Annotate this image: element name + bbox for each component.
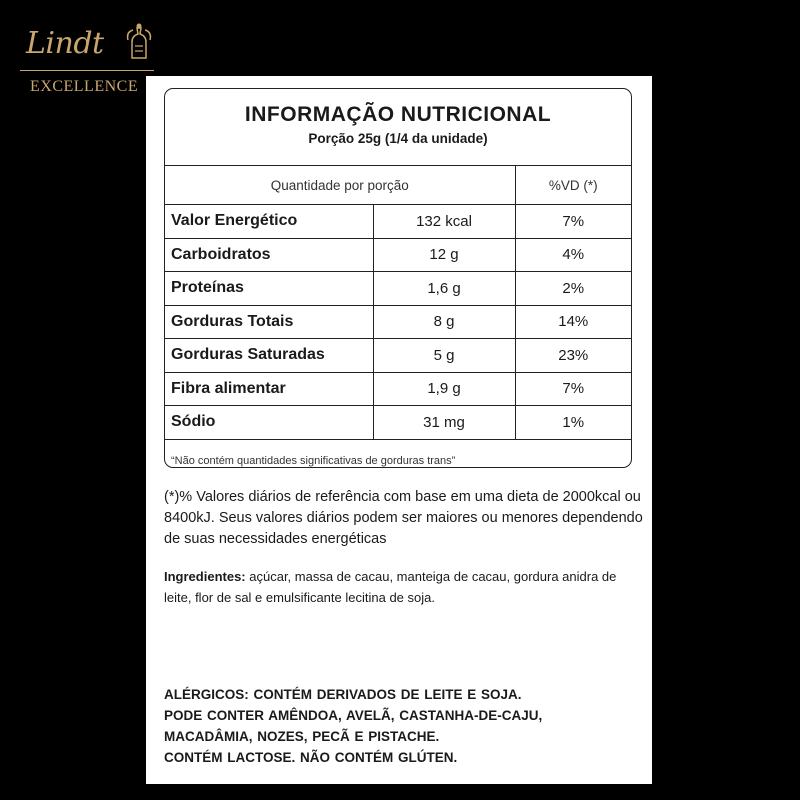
quantity-header: Quantidade por porção bbox=[165, 166, 515, 205]
nutrient-label: Gorduras Totais bbox=[165, 305, 373, 339]
ingredients-label: Ingredientes: bbox=[164, 569, 246, 584]
nutrient-quantity: 8 g bbox=[373, 305, 515, 339]
nutrition-row bbox=[165, 372, 631, 406]
nutrient-label: Carboidratos bbox=[165, 238, 373, 272]
nutrient-label: Fibra alimentar bbox=[165, 372, 373, 406]
ingredients-text: açúcar, massa de cacau, manteiga de cacau, gordura anidra de leite, flor de sal e emulsificante lecitina de soja. bbox=[164, 569, 617, 605]
nutrition-row bbox=[165, 339, 631, 373]
portion-size: Porção 25g (1/4 da unidade) bbox=[308, 131, 488, 146]
brand-divider bbox=[20, 70, 154, 71]
nutrient-label: Proteínas bbox=[165, 272, 373, 306]
nutrition-row bbox=[165, 272, 631, 306]
brand-line: EXCELLENCE bbox=[30, 78, 139, 95]
nutrition-row bbox=[165, 205, 631, 239]
nutrient-label: Gorduras Saturadas bbox=[165, 339, 373, 373]
nutrient-label: Valor Energético bbox=[165, 205, 373, 239]
nutrition-header-row bbox=[165, 166, 631, 205]
nutrition-title: INFORMAÇÃO NUTRICIONAL bbox=[244, 103, 552, 126]
nutrition-footnote-row bbox=[165, 439, 631, 482]
allergens-line: ALÉRGICOS: CONTÉM DERIVADOS DE LEITE E SOJA. bbox=[164, 687, 522, 702]
nutrient-quantity: 1,6 g bbox=[373, 272, 515, 306]
trans-fat-footnote: “Não contém quantidades significativas de gorduras trans” bbox=[165, 439, 631, 482]
nutrient-quantity: 31 mg bbox=[373, 406, 515, 440]
nutrition-row bbox=[165, 238, 631, 272]
ingredients-section bbox=[164, 566, 644, 608]
nutrient-dv: 14% bbox=[515, 305, 631, 339]
nutrition-facts-box bbox=[164, 88, 632, 468]
nutrition-row bbox=[165, 305, 631, 339]
nutrient-label: Sódio bbox=[165, 406, 373, 440]
allergens-line: PODE CONTER AMÊNDOA, AVELÃ, CASTANHA-DE-CAJU, bbox=[164, 708, 543, 723]
nutrient-dv: 23% bbox=[515, 339, 631, 373]
nutrition-table bbox=[165, 165, 631, 482]
dv-header: %VD (*) bbox=[515, 166, 631, 205]
label-panel bbox=[146, 76, 652, 784]
allergens-section bbox=[164, 684, 644, 768]
nutrient-quantity: 132 kcal bbox=[373, 205, 515, 239]
nutrition-row bbox=[165, 406, 631, 440]
allergens-line: MACADÂMIA, NOZES, PECÃ E PISTACHE. bbox=[164, 729, 440, 744]
nutrient-dv: 7% bbox=[515, 372, 631, 406]
allergens-line: CONTÉM LACTOSE. NÃO CONTÉM GLÚTEN. bbox=[164, 750, 458, 765]
nutrient-quantity: 1,9 g bbox=[373, 372, 515, 406]
daily-value-note: (*)% Valores diários de referência com base em uma dieta de 2000kcal ou 8400kJ. Seus valores diários podem ser maiores ou menores dependendo de suas necessidades energéticas bbox=[164, 489, 643, 547]
nutrient-dv: 7% bbox=[515, 205, 631, 239]
nutrient-dv: 4% bbox=[515, 238, 631, 272]
nutrient-quantity: 12 g bbox=[373, 238, 515, 272]
nutrient-dv: 1% bbox=[515, 406, 631, 440]
lindt-crest-icon bbox=[124, 22, 154, 62]
nutrient-dv: 2% bbox=[515, 272, 631, 306]
nutrient-quantity: 5 g bbox=[373, 339, 515, 373]
brand-logo bbox=[20, 22, 154, 102]
brand-name: Lindt bbox=[26, 26, 104, 61]
